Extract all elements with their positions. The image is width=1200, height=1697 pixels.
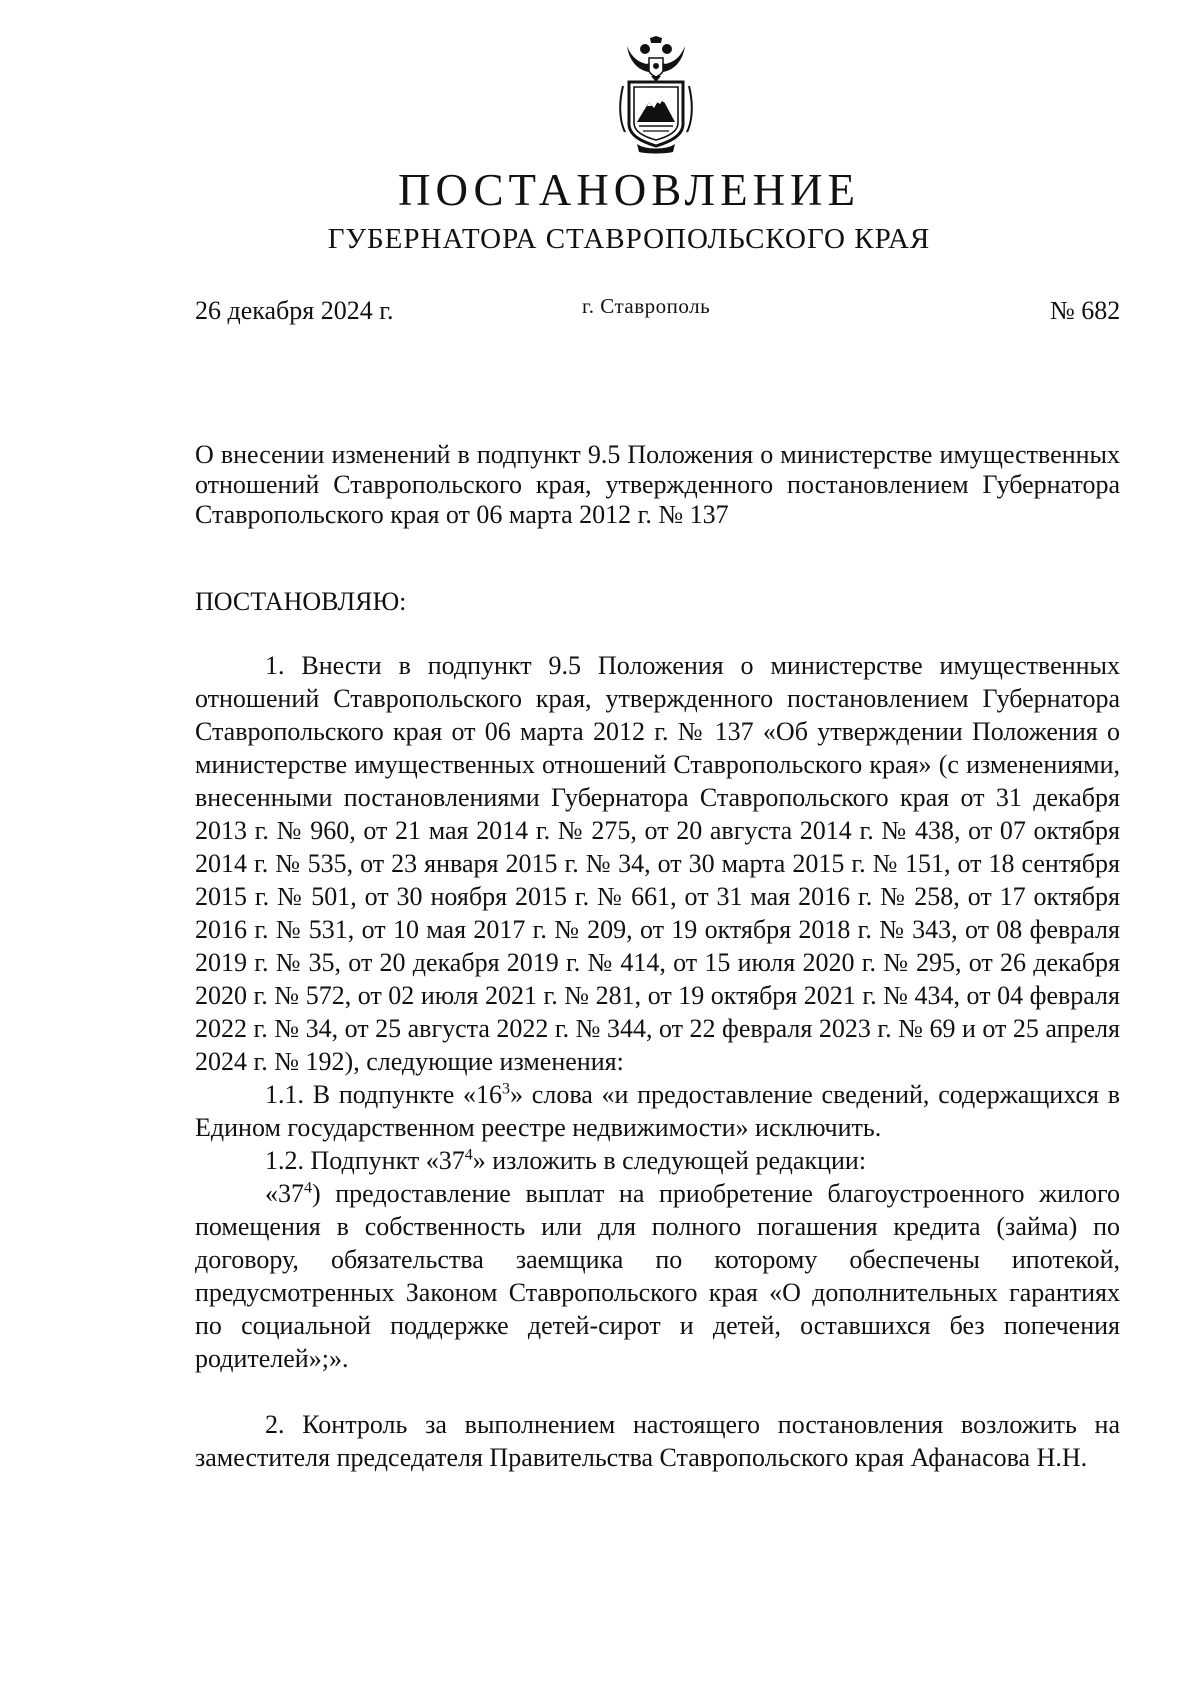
document-date: 26 декабря 2024 г. xyxy=(195,296,394,325)
paragraph-1-2-text-b: » изложить в следующей редакции: xyxy=(472,1146,867,1175)
document-heading: О внесении изменений в подпункт 9.5 Положения о министерстве имущественных отношений Ставропольского края, утвержденного постановлением Губернатора Ставропольского края от 06 марта 2012 г. № 137 xyxy=(195,440,1120,529)
paragraph-1-2-text-a: 1.2. Подпункт «37 xyxy=(265,1146,465,1175)
paragraph-2: 2. Контроль за выполнением настоящего постановления возложить на заместителя председателя Правительства Ставропольского края Афанасова Н.Н. xyxy=(195,1410,1120,1472)
document-title: ПОСТАНОВЛЕНИЕ xyxy=(397,165,861,215)
paragraph-1-1-text-b: » слова «и предоставление сведений, содержащихся в Едином государственном реестре недвижимости» исключить. xyxy=(195,1080,1120,1142)
paragraph-quote-text-b: ) предоставление выплат на приобретение благоустроенного жилого помещения в собственность или для полного погашения кредита (займа) по договору, обязательства заемщика по которому обеспечены ипотекой, предусмотренных Законом Ставропольского края «О дополнительных гарантиях по социальной поддержке детей-сирот и детей, оставшихся без попечения родителей»;». xyxy=(195,1179,1120,1373)
document-subtitle: ГУБЕРНАТОРА СТАВРОПОЛЬСКОГО КРАЯ xyxy=(327,223,931,255)
paragraph-1-1-text-a: 1.1. В подпункте «16 xyxy=(265,1080,503,1109)
paragraph-1: 1. Внести в подпункт 9.5 Положения о министерстве имущественных отношений Ставропольского края, утвержденного постановлением Губернатора Ставропольского края от 06 марта 2012 г. № 137 «Об утверждении Положения о министерстве имущественных отношений Ставропольского края» (с изменениями, внесенными постановлениями Губернатора Ставропольского края от 31 декабря 2013 г. № 960, от 21 мая 2014 г. № 275, от 20 августа 2014 г. № 438, от 07 октября 2014 г. № 535, от 23 января 2015 г. № 34, от 30 марта 2015 г. № 151, от 18 сентября 2015 г. № 501, от 30 ноября 2015 г. № 661, от 31 мая 2016 г. № 258, от 17 октября 2016 г. № 531, от 10 мая 2017 г. № 209, от 19 октября 2018 г. № 343, от 08 февраля 2019 г. № 35, от 20 декабря 2019 г. № 414, от 15 июля 2020 г. № 295, от 26 декабря 2020 г. № 572, от 02 июля 2021 г. № 281, от 19 октября 2021 г. № 434, от 04 февраля 2022 г. № 34, от 25 августа 2022 г. № 344, от 22 февраля 2023 г. № 69 и от 25 апреля 2024 г. № 192), следующие изменения: xyxy=(195,651,1120,1076)
paragraph-1-1-superscript: 3 xyxy=(502,1080,511,1098)
paragraph-1-2-superscript: 4 xyxy=(464,1146,473,1164)
paragraph-quote-superscript: 4 xyxy=(304,1179,312,1197)
paragraph-1-1 xyxy=(195,1078,1120,1144)
coat-of-arms-icon xyxy=(617,36,695,154)
decree-word: ПОСТАНОВЛЯЮ: xyxy=(195,587,407,616)
document-number: № 682 xyxy=(1050,296,1121,325)
paragraph-1-2-quote xyxy=(195,1177,1120,1375)
document-city: г. Ставрополь xyxy=(582,294,711,318)
paragraph-1-2 xyxy=(195,1144,1120,1177)
paragraph-quote-text-a: «37 xyxy=(265,1179,304,1208)
document-body xyxy=(195,649,1120,1474)
